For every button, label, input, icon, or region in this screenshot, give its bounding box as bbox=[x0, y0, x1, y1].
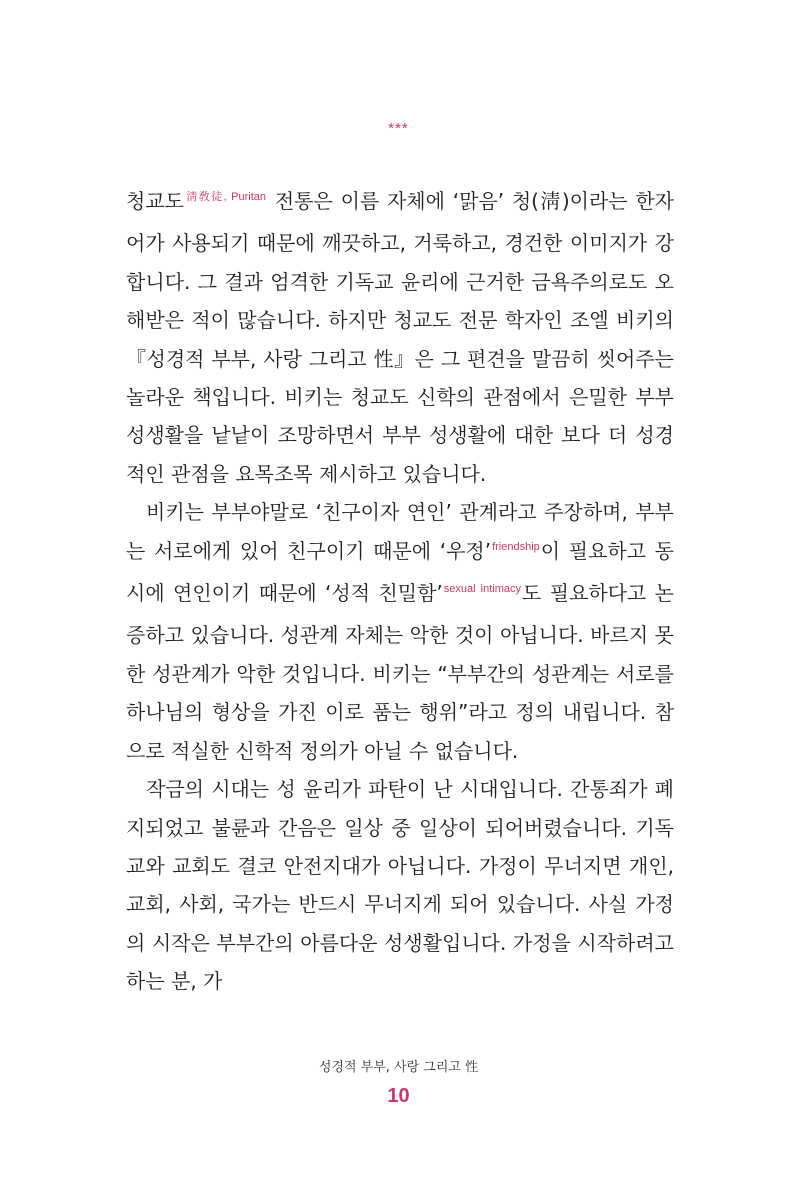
annotation-note: friendship bbox=[492, 540, 540, 553]
paragraph bbox=[126, 182, 674, 493]
text-run: 도 필요하다고 논증하고 있습니다. 성관계 자체는 악한 것이 아닙니다. 바르지 못한 성관계가 악한 것입니다. 비키는 “부부간의 성관계는 서로를 하나님의 형상을 가진 이로 품는 행위”라고 정의 내립니다. 참으로 적실한 신학적 정의가 아닐 수 없습니다. bbox=[126, 581, 674, 763]
page-number: 10 bbox=[387, 1085, 410, 1107]
annotation-note: sexual intimacy bbox=[443, 583, 521, 596]
paragraph bbox=[126, 493, 674, 770]
text-run: 작금의 시대는 성 윤리가 파탄이 난 시대입니다. 간통죄가 폐지되었고 불륜과 간음은 일상 중 일상이 되어버렸습니다. 기독교와 교회도 결코 안전지대가 아닙니다. 가정이 무너지면 개인, 교회, 사회, 국가는 반드시 무너지게 되어 있습니다. 사실 가정의 시작은 부부간의 아름다운 성생활입니다. 가정을 시작하려고 하는 분, 가 bbox=[126, 777, 674, 994]
annotation-note: 淸敎徒, Puritan bbox=[184, 191, 267, 203]
text-run: 청교도 bbox=[126, 189, 184, 213]
text-run: 비키는 부부야말로 ‘친구이자 연인’ 관계라고 주장하며, 부부는 서로에게 있어 친구이기 때문에 ‘우정’ bbox=[126, 500, 674, 563]
text-run: 이 필요하고 동시에 연인이기 때문에 ‘성적 친밀함’ bbox=[126, 538, 674, 606]
paragraph bbox=[126, 770, 674, 1000]
section-divider: *** bbox=[388, 120, 409, 137]
text-run: 전통은 이름 자체에 ‘맑음’ 청(淸)이라는 한자어가 사용되기 때문에 깨끗하고, 거룩하고, 경건한 이미지가 강합니다. 그 결과 엄격한 기독교 윤리에 근거한 금욕주의로도 오해받은 적이 많습니다. 하지만 청교도 전문 학자인 조엘 비키의『성경적 부부, 사랑 그리고 性』은 그 편견을 말끔히 씻어주는 놀라운 책입니다. 비키는 청교도 신학의 관점에서 은밀한 부부 성생활을 낱낱이 조망하면서 부부 성생활에 대한 보다 더 성경적인 관점을 요목조목 제시하고 있습니다. bbox=[126, 189, 674, 486]
body-text bbox=[126, 182, 674, 1001]
running-title: 성경적 부부, 사랑 그리고 性 bbox=[318, 1060, 479, 1075]
